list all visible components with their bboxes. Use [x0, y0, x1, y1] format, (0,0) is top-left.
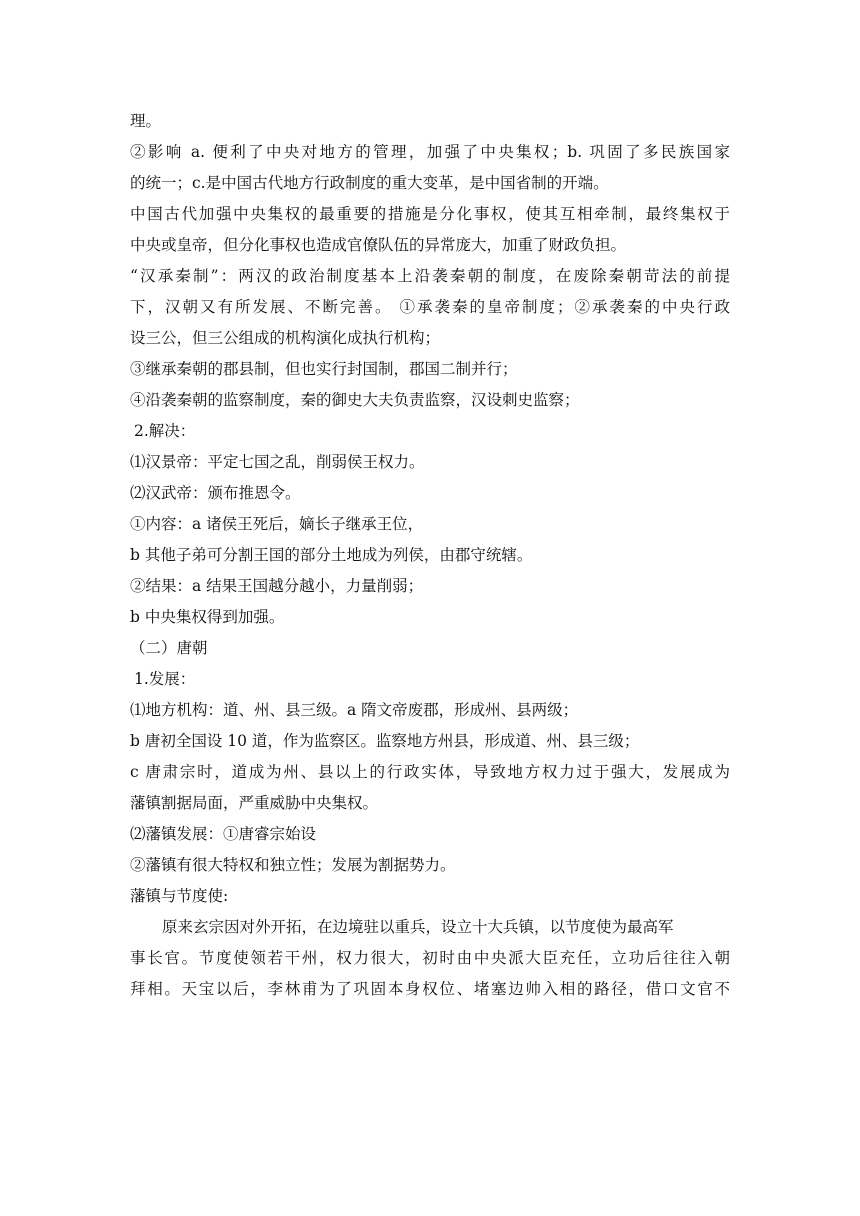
text-line: 藩镇与节度使:	[130, 887, 229, 905]
text-line: 理。	[130, 112, 162, 130]
text-line: 的统一；c.是中国古代地方行政制度的重大变革，是中国省制的开端。	[130, 174, 609, 192]
text-line: ⑵汉武帝：颁布推恩令。	[130, 484, 301, 502]
text-line: b 唐初全国设 10 道，作为监察区。监察地方州县，形成道、州、县三级；	[130, 732, 640, 750]
text-line: 藩镇割据局面，严重威胁中央集权。	[130, 794, 379, 812]
text-line: ⑴汉景帝：平定七国之乱，削弱侯王权力。	[130, 453, 425, 471]
text-line: 下，汉朝又有所发展、不断完善。 ①承袭秦的皇帝制度；②承袭秦的中央行政	[130, 298, 730, 316]
text-line: b 中央集权得到加强。	[130, 608, 285, 626]
section-heading: 2.解决：	[134, 422, 196, 440]
paragraph-line: 拜相。天宝以后，李林甫为了巩固本身权位、堵塞边帅入相的路径，借口文官不	[130, 980, 730, 998]
document-body	[130, 106, 730, 1005]
text-line: ④沿袭秦朝的监察制度，秦的御史大夫负责监察，汉设刺史监察；	[130, 391, 580, 409]
text-line: c 唐肃宗时，道成为州、县以上的行政实体，导致地方权力过于强大，发展成为	[130, 763, 730, 781]
paragraph-line: 原来玄宗因对外开拓，在边境驻以重兵，设立十大兵镇，以节度使为最高军	[162, 918, 674, 936]
text-line: 设三公，但三公组成的机构演化成执行机构；	[130, 329, 441, 347]
text-line: 中国古代加强中央集权的最重要的措施是分化事权，使其互相牵制，最终集权于	[130, 205, 730, 223]
section-heading: 1.发展：	[134, 670, 196, 688]
text-line: b 其他子弟可分割王国的部分土地成为列侯，由郡守统辖。	[130, 546, 533, 564]
text-line: ②藩镇有很大特权和独立性；发展为割据势力。	[130, 856, 456, 874]
section-heading: （二）唐朝	[130, 639, 208, 657]
text-line: ②结果：a 结果王国越分越小，力量削弱；	[130, 577, 424, 595]
text-line: ①内容：a 诸侯王死后，嫡长子继承王位，	[130, 515, 424, 533]
text-line: “汉承秦制”：两汉的政治制度基本上沿袭秦朝的制度，在废除秦朝苛法的前提	[130, 267, 730, 285]
text-line: 中央或皇帝，但分化事权也造成官僚队伍的异常庞大，加重了财政负担。	[130, 236, 627, 254]
text-line: ②影响 a. 便利了中央对地方的管理，加强了中央集权；b. 巩固了多民族国家	[130, 143, 730, 161]
paragraph-line: 事长官。节度使领若干州，权力很大，初时由中央派大臣充任，立功后往往入朝	[130, 949, 730, 967]
text-line: ⑵藩镇发展：①唐睿宗始设	[130, 825, 317, 843]
text-line: ⑴地方机构：道、州、县三级。a 隋文帝废郡，形成州、县两级；	[130, 701, 579, 719]
text-line: ③继承秦朝的郡县制，但也实行封国制，郡国二制并行；	[130, 360, 518, 378]
